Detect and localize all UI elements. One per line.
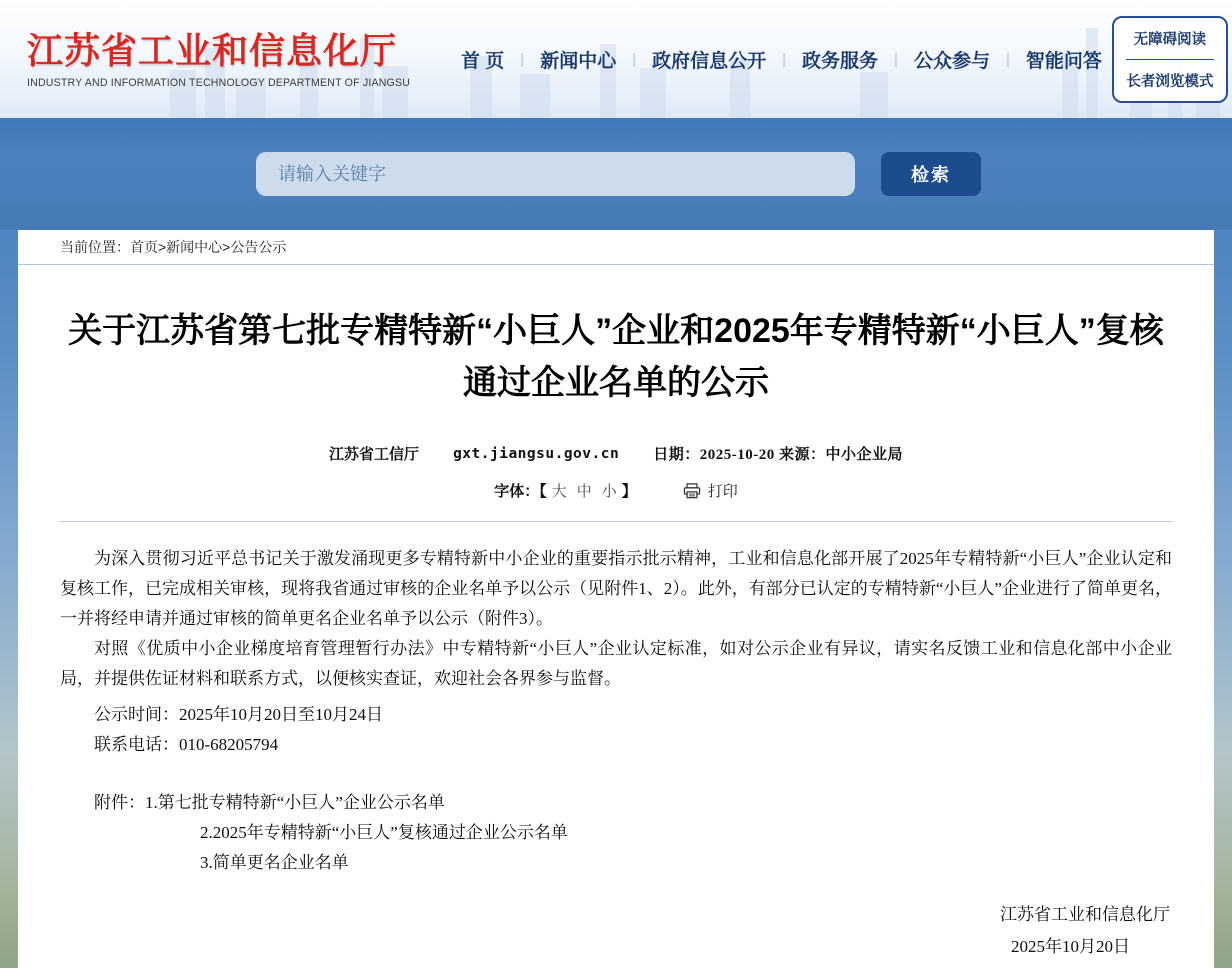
paragraph-1: 为深入贯彻习近平总书记关于激发涌现更多专精特新中小企业的重要指示批示精神，工业和信息化部开展了2025年专精特新“小巨人”企业认定和复核工作，已完成相关审核，现将我省通过审核的企业名单予以公示（见附件1、2）。此外，有部分已认定的专精特新“小巨人”企业进行了简单更名，一并将经申请并通过审核的简单更名企业名单予以公示（附件3）。	[60, 549, 1172, 628]
accessibility-panel	[1112, 16, 1228, 103]
article-body	[60, 544, 1172, 962]
search-input[interactable]	[256, 152, 855, 196]
nav-separator: |	[782, 50, 787, 68]
main-nav	[459, 40, 1104, 79]
font-size-medium-button[interactable]: 中	[577, 480, 592, 501]
search-band	[0, 118, 1232, 230]
elder-mode-button[interactable]: 长者浏览模式	[1114, 60, 1226, 101]
attachment-link-1[interactable]: 1.第七批专精特新“小巨人”企业公示名单	[145, 793, 445, 812]
article	[18, 305, 1214, 962]
signature-org: 江苏省工业和信息化厅	[1000, 905, 1170, 924]
site-logo[interactable]	[27, 29, 419, 89]
print-label: 打印	[707, 484, 738, 500]
nav-item-home[interactable]: 首 页	[461, 50, 505, 72]
nav-item-smart-qa[interactable]: 智能问答	[1025, 50, 1102, 72]
font-size-label: 字体：【	[494, 484, 547, 500]
publicity-period-line: 公示时间：2025年10月20日至10月24日	[94, 705, 383, 724]
nav-separator: |	[1005, 50, 1010, 68]
site-header	[0, 0, 1232, 118]
meta-source-dept: 江苏省工信厅	[329, 447, 420, 463]
nav-separator: |	[894, 50, 898, 68]
nav-item-public-participation[interactable]: 公众参与	[913, 50, 990, 72]
content-sheet	[18, 230, 1214, 968]
attachment-link-2[interactable]: 2.2025年专精特新“小巨人”复核通过企业公示名单	[200, 823, 568, 842]
printer-icon	[683, 483, 701, 499]
paragraph-2: 对照《优质中小企业梯度培育管理暂行办法》中专精特新“小巨人”企业认定标准，如对公示企业有异议，请实名反馈工业和信息化部中小企业局，并提供佐证材料和联系方式，以便核实查证，欢迎社会各界参与监督。	[60, 639, 1172, 688]
accessible-reading-button[interactable]: 无障碍阅读	[1114, 18, 1226, 59]
site-logo-subtitle: INDUSTRY AND INFORMATION TECHNOLOGY DEPARTMENT OF JIANGSU	[27, 77, 411, 89]
breadcrumb-path[interactable]: 首页>新闻中心>公告公示	[130, 239, 287, 255]
nav-item-gov-services[interactable]: 政务服务	[802, 50, 879, 72]
content-divider	[60, 521, 1172, 522]
breadcrumb	[18, 230, 1214, 265]
signature-block	[60, 900, 1172, 962]
print-button[interactable]	[683, 480, 738, 501]
article-title: 关于江苏省第七批专精特新“小巨人”企业和2025年专精特新“小巨人”复核通过企业名单的公示	[68, 312, 1164, 402]
nav-item-gov-info[interactable]: 政府信息公开	[652, 50, 767, 72]
font-size-large-button[interactable]: 大	[552, 480, 567, 501]
meta-date-origin: 日期：2025-10-20 来源：中小企业局	[653, 447, 903, 463]
contact-phone-line: 联系电话：010-68205794	[94, 735, 279, 754]
nav-separator: |	[520, 50, 525, 68]
font-size-row	[60, 480, 1172, 501]
nav-separator: |	[632, 50, 637, 68]
attachment-link-3[interactable]: 3.简单更名企业名单	[200, 853, 349, 872]
nav-item-news-center[interactable]: 新闻中心	[540, 50, 617, 72]
breadcrumb-prefix: 当前位置：	[60, 239, 130, 255]
article-meta-row	[60, 443, 1172, 464]
signature-date: 2025年10月20日	[1011, 937, 1130, 956]
font-size-small-button[interactable]: 小	[602, 480, 617, 501]
font-size-bracket: 】	[621, 484, 637, 500]
site-logo-title[interactable]: 江苏省工业和信息化厅	[27, 30, 398, 71]
attachments	[60, 788, 1172, 878]
attachments-label: 附件：	[94, 793, 145, 812]
search-button[interactable]: 检索	[881, 152, 981, 196]
meta-site-url: gxt.jiangsu.gov.cn	[453, 445, 620, 462]
